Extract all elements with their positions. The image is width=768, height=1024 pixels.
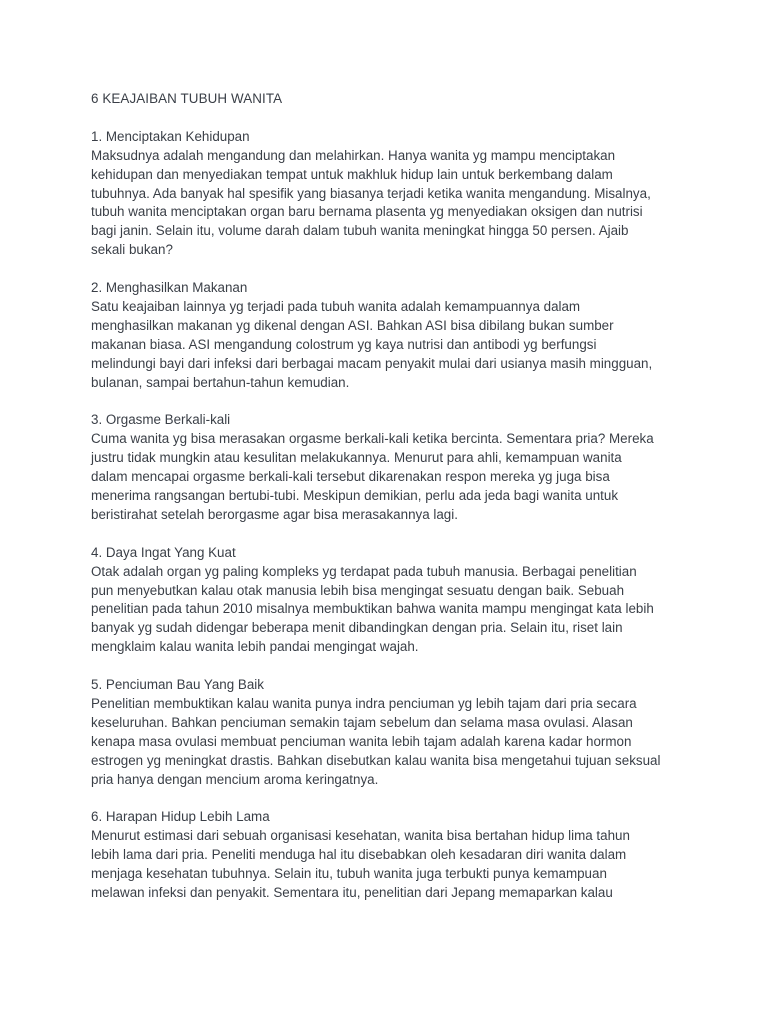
paragraph-line: estrogen yg meningkat drastis. Bahkan disebutkan kalau wanita bisa mengetahui tujuan seksual	[91, 752, 661, 768]
paragraph-line: kenapa masa ovulasi membuat penciuman wanita lebih tajam adalah karena kadar hormon	[91, 733, 632, 749]
paragraph-line: lebih lama dari pria. Peneliti menduga hal itu disebabkan oleh kesadaran diri wanita dalam	[91, 847, 627, 863]
paragraph-line: Menurut estimasi dari sebuah organisasi kesehatan, wanita bisa bertahan hidup lima tahun	[91, 828, 630, 844]
section-5	[91, 676, 691, 789]
paragraph-line: tubuh wanita menciptakan organ baru bernama plasenta yg menyediakan oksigen dan nutrisi	[91, 204, 643, 220]
paragraph-line: bagi janin. Selain itu, volume darah dalam tubuh wanita meningkat hingga 50 persen. Ajaib	[91, 223, 629, 239]
paragraph-line: menghasilkan makanan yg dikenal dengan ASI. Bahkan ASI bisa dibilang bukan sumber	[91, 317, 614, 333]
document-body	[91, 90, 691, 922]
paragraph-line: Otak adalah organ yg paling kompleks yg terdapat pada tubuh manusia. Berbagai penelitian	[91, 563, 637, 579]
section-4	[91, 544, 691, 657]
paragraph-line: Cuma wanita yg bisa merasakan orgasme berkali-kali ketika bercinta. Sementara pria? Mereka	[91, 431, 654, 447]
section-heading: 3. Orgasme Berkali-kali	[91, 412, 231, 428]
section-heading: 2. Menghasilkan Makanan	[91, 280, 248, 296]
paragraph-line: melindungi bayi dari infeksi dari berbagai macam penyakit mulai dari usianya masih mingguan,	[91, 355, 653, 371]
paragraph-line: Satu keajaiban lainnya yg terjadi pada tubuh wanita adalah kemampuannya dalam	[91, 298, 581, 314]
paragraph-line: justru tidak mungkin atau kesulitan melakukannya. Menurut para ahli, kemampuan wanita	[91, 450, 622, 466]
paragraph-line: pun menyebutkan kalau otak manusia lebih bisa mengingat sesuatu dengan baik. Sebuah	[91, 582, 625, 598]
paragraph-line: melawan infeksi dan penyakit. Sementara itu, penelitian dari Jepang memaparkan kalau	[91, 884, 613, 900]
paragraph-line: penelitian pada tahun 2010 misalnya membuktikan bahwa wanita mampu mengingat kata lebih	[91, 601, 654, 617]
paragraph-line: sekali bukan?	[91, 242, 173, 258]
paragraph-line: menerima rangsangan bertubi-tubi. Meskipun demikian, perlu ada jeda bagi wanita untuk	[91, 487, 619, 503]
section-heading: 1. Menciptakan Kehidupan	[91, 128, 250, 144]
paragraph-line: kehidupan dan menyediakan tempat untuk makhluk hidup lain untuk berkembang dalam	[91, 166, 613, 182]
paragraph-line: dalam mencapai orgasme berkali-kali tersebut dikarenakan respon mereka yg juga bisa	[91, 469, 610, 485]
paragraph-line: banyak yg sudah didengar beberapa menit dibandingkan dengan pria. Selain itu, riset lain	[91, 620, 623, 636]
paragraph-line: tubuhnya. Ada banyak hal spesifik yang biasanya terjadi ketika wanita mengandung. Misalnya,	[91, 185, 651, 201]
section-heading: 4. Daya Ingat Yang Kuat	[91, 544, 236, 560]
section-heading: 5. Penciuman Bau Yang Baik	[91, 677, 264, 693]
section-2	[91, 279, 691, 392]
section-6	[91, 808, 691, 903]
paragraph-line: bulanan, sampai bertahun-tahun kemudian.	[91, 374, 350, 390]
paragraph-line: Penelitian membuktikan kalau wanita punya indra penciuman yg lebih tajam dari pria secara	[91, 695, 637, 711]
paragraph-line: pria hanya dengan mencium aroma keringatnya.	[91, 771, 379, 787]
paragraph-line: mengklaim kalau wanita lebih pandai mengingat wajah.	[91, 639, 419, 655]
paragraph-line: Maksudnya adalah mengandung dan melahirkan. Hanya wanita yg mampu menciptakan	[91, 147, 616, 163]
paragraph-line: makanan biasa. ASI mengandung colostrum yg kaya nutrisi dan antibodi yg berfungsi	[91, 336, 597, 352]
section-3	[91, 411, 691, 524]
paragraph-line: menjaga kesehatan tubuhnya. Selain itu, tubuh wanita juga terbukti punya kemampuan	[91, 866, 607, 882]
section-heading: 6. Harapan Hidup Lebih Lama	[91, 809, 270, 825]
section-1	[91, 128, 691, 260]
document-title: 6 KEAJAIBAN TUBUH WANITA	[91, 91, 283, 106]
paragraph-line: beristirahat setelah berorgasme agar bisa merasakannya lagi.	[91, 506, 458, 522]
paragraph-line: keseluruhan. Bahkan penciuman semakin tajam sebelum dan selama masa ovulasi. Alasan	[91, 714, 633, 730]
